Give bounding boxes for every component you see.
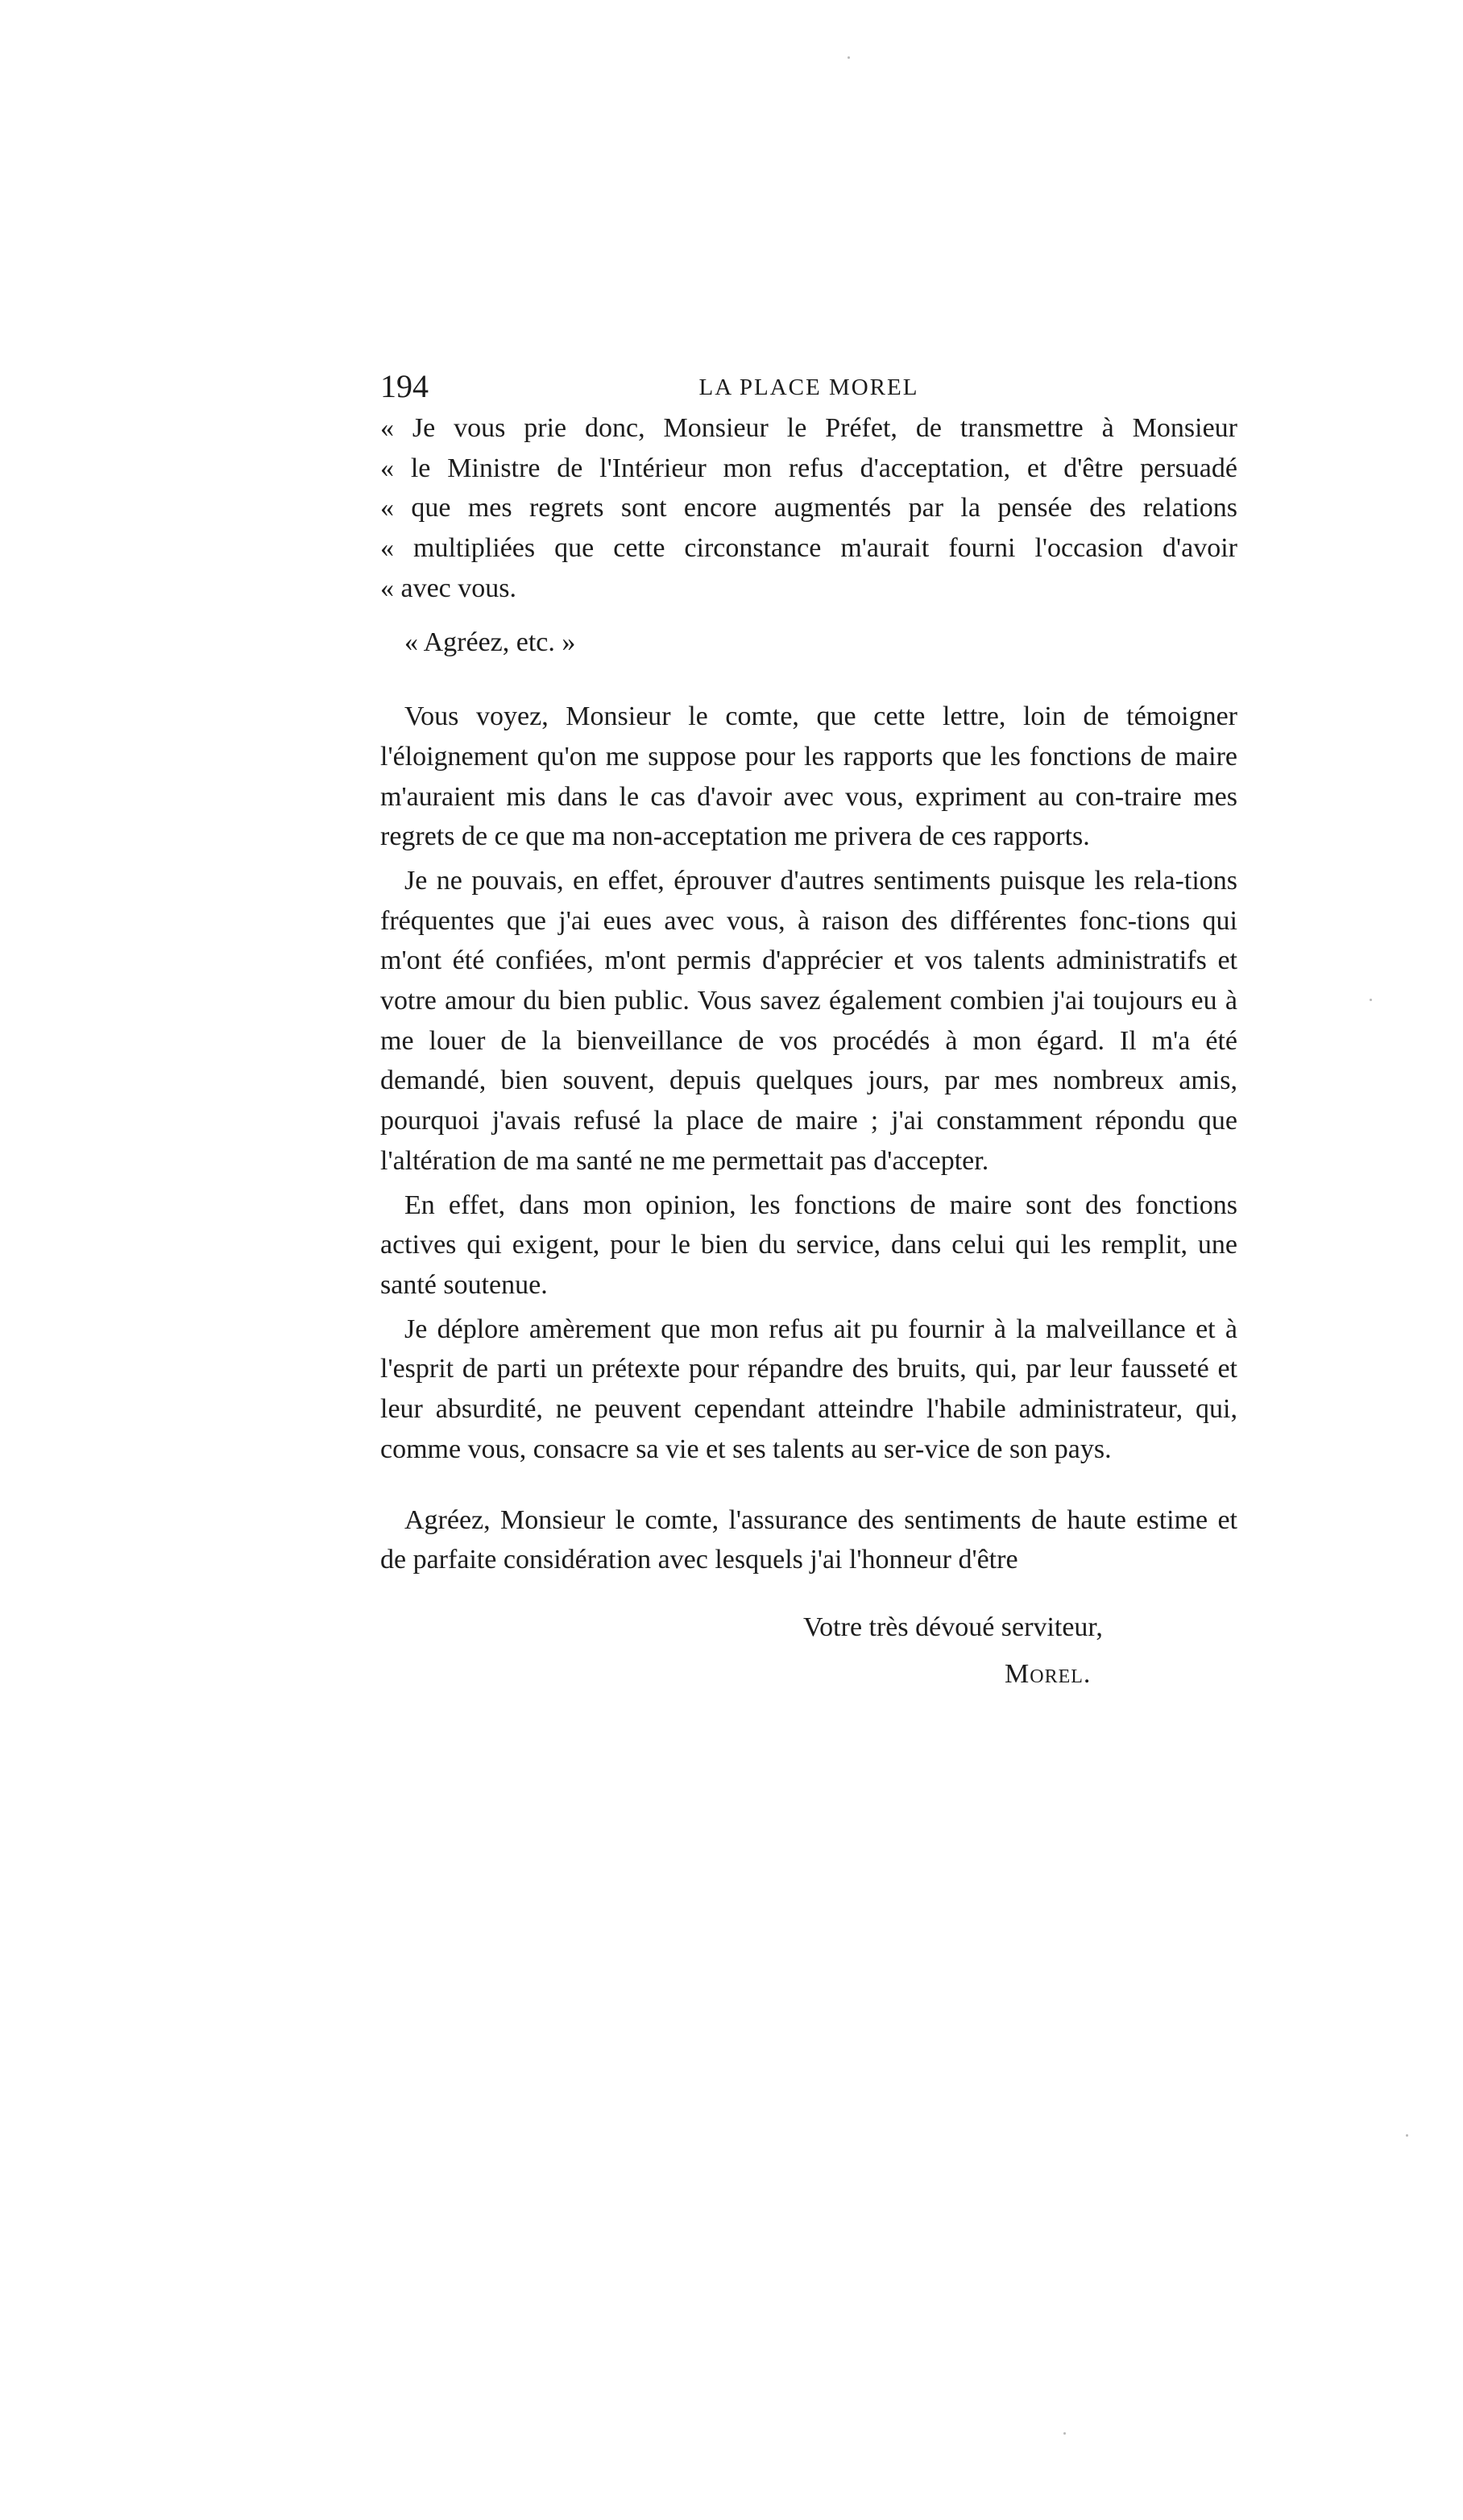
letter-body <box>380 697 1237 1469</box>
paper-speck <box>848 56 850 59</box>
quoted-signoff: « Agréez, etc. » <box>404 627 576 658</box>
quoted-line: « multipliées que cette circonstance m'aurait fourni l'occasion d'avoir <box>380 533 1237 564</box>
quoted-line: « avec vous. <box>380 573 517 603</box>
page-number: 194 <box>380 368 429 404</box>
signature-name: Morel. <box>1005 1658 1092 1689</box>
paragraph: Vous voyez, Monsieur le comte, que cette lettre, loin de témoigner l'éloignement qu'on me suppose pour les rapports que les fonctions de maire m'auraient mis dans le cas d'avoir avec vous, expriment au con-traire mes regrets de ce que ma non-acceptation me privera de ces rapports. <box>380 701 1237 852</box>
quoted-line: « que mes regrets sont encore augmentés par la pensée des relations <box>380 493 1237 523</box>
signature-block <box>380 1608 1237 1694</box>
paper-speck <box>1406 2134 1408 2137</box>
paragraph: Je déplore amèrement que mon refus ait pu fournir à la malveillance et à l'esprit de parti un prétexte pour répandre des bruits, qui, par leur fausseté et leur absurdité, ne peuvent cependant atteindre l'habile administrateur, qui, comme vous, consacre sa vie et ses talents au ser-vice de son pays. <box>380 1314 1237 1464</box>
valediction: Votre très dévoué serviteur, <box>803 1612 1103 1642</box>
quoted-letter <box>380 408 1237 663</box>
closing-paragraph: Agréez, Monsieur le comte, l'assurance des sentiments de haute estime et de parfaite considération avec lesquels j'ai l'honneur d'être <box>380 1504 1237 1575</box>
paper-speck <box>1063 2432 1066 2435</box>
page-header <box>380 366 1237 408</box>
paper-speck <box>1370 999 1372 1001</box>
paragraph: En effet, dans mon opinion, les fonctions de maire sont des fonctions actives qui exigent, pour le bien du service, dans celui qui les remplit, une santé soutenue. <box>380 1190 1237 1300</box>
text-block <box>380 366 1237 1694</box>
quoted-line: « le Ministre de l'Intérieur mon refus d'acceptation, et d'être persuadé <box>380 453 1237 483</box>
quoted-line: « Je vous prie donc, Monsieur le Préfet, de transmettre à Monsieur <box>380 413 1237 443</box>
running-head: LA PLACE MOREL <box>698 374 919 400</box>
paragraph: Je ne pouvais, en effet, éprouver d'autres sentiments puisque les rela-tions fréquentes que j'ai eues avec vous, à raison des différentes fonc-tions qui m'ont été confiées, m'ont permis d'apprécier et vos talents administratifs et votre amour du bien public. Vous savez également combien j'ai toujours eu à me louer de la bienveillance de vos procédés à mon égard. Il m'a été demandé, bien souvent, depuis quelques jours, par mes nombreux amis, pourquoi j'avais refusé la place de maire ; j'ai constamment répondu que l'altération de ma santé ne me permettait pas d'accepter. <box>380 865 1237 1176</box>
